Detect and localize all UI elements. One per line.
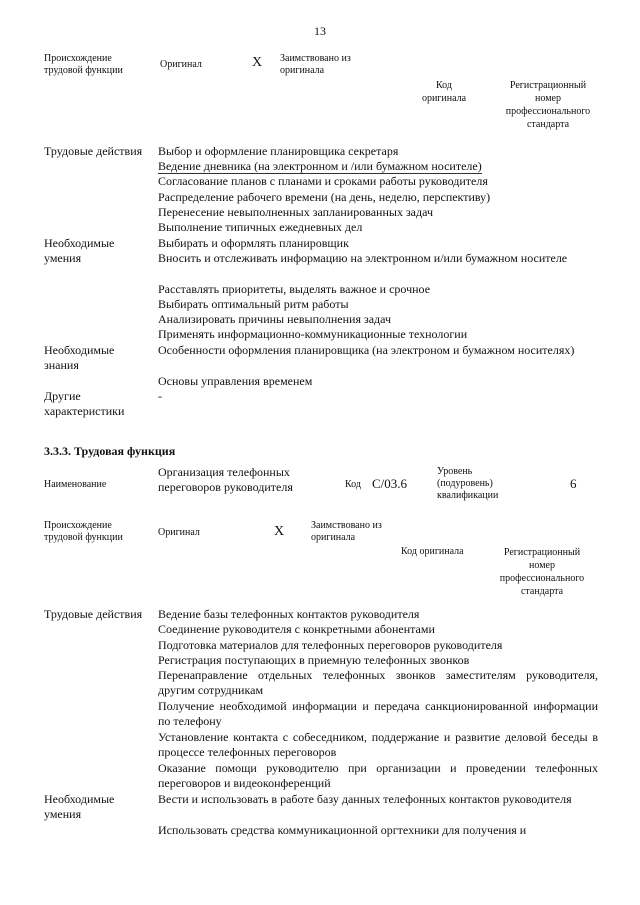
skill-item: Вносить и отслеживать информацию на электронном и/или бумажном носителе — [158, 251, 568, 265]
labor-action-item: Перенаправление отдельных телефонных звонков заместителям руководителя, другим сотрудникам — [158, 668, 598, 697]
labor-action-item: Перенесение невыполненных запланированных задач — [158, 205, 433, 219]
skills-label: Необходимые умения — [44, 236, 115, 265]
other-characteristics-value: - — [158, 389, 162, 403]
labor-actions-label: Трудовые действия — [44, 607, 143, 621]
origin-label: Происхождение трудовой функции — [44, 520, 123, 543]
original-mark: X — [274, 524, 285, 539]
labor-action-item: Подготовка материалов для телефонных переговоров руководителя — [158, 638, 503, 652]
origin-label: Происхождение трудовой функции — [44, 53, 123, 76]
labor-action-item: Соединение руководителя с конкретными абонентами — [158, 622, 435, 636]
registration-number-label: Регистрационный номер профессионального стандарта — [499, 547, 585, 597]
skill-item: Выбирать и оформлять планировщик — [158, 236, 349, 250]
name-label: Наименование — [44, 479, 107, 490]
knowledge-item: Основы управления временем — [158, 374, 313, 388]
knowledge-item: Особенности оформления планировщика (на электроном и бумажном носителях) — [158, 343, 575, 357]
original-mark: X — [252, 55, 263, 70]
code-value: C/03.6 — [372, 476, 408, 491]
qualification-level-value: 6 — [570, 476, 577, 491]
labor-action-item: Получение необходимой информации и передача санкционированной информации по телефону — [158, 699, 598, 728]
qualification-level-label: Уровень (подуровень) квалификации — [437, 466, 499, 501]
other-characteristics-label: Другие характеристики — [44, 389, 125, 418]
skill-item: Использовать средства коммуникационной оргтехники для получения и — [158, 823, 527, 837]
labor-action-item: Ведение базы телефонных контактов руководителя — [158, 607, 420, 621]
labor-action-item: Согласование планов с планами и сроками работы руководителя — [158, 174, 488, 188]
labor-action-item: Выбор и оформление планировщика секретаря — [158, 144, 399, 158]
skill-item: Выбирать оптимальный ритм работы — [158, 297, 349, 311]
code-original-label: Код оригинала — [421, 80, 467, 104]
original-label: Оригинал — [160, 59, 202, 70]
labor-action-item: Установление контакта с собеседником, поддержание и развитие деловой беседы в процессе телефонных переговоров — [158, 730, 598, 759]
labor-action-item: Распределение рабочего времени (на день, неделю, перспективу) — [158, 190, 491, 204]
skill-item: Анализировать причины невыполнения задач — [158, 312, 392, 326]
skill-item: Применять информационно-коммуникационные технологии — [158, 327, 468, 341]
registration-number-label: Регистрационный номер профессионального стандарта — [505, 80, 591, 130]
knowledge-label: Необходимые знания — [44, 343, 115, 372]
page-number: 13 — [314, 24, 326, 38]
skill-item: Расставлять приоритеты, выделять важное и срочное — [158, 282, 431, 296]
labor-action-item: Регистрация поступающих в приемную телефонных звонков — [158, 653, 470, 667]
skill-item: Вести и использовать в работе базу данных телефонных контактов руководителя — [158, 792, 572, 806]
labor-action-item: Ведение дневника (на электронном и /или бумажном носителе) — [158, 159, 482, 173]
function-name-value: Организация телефонных переговоров руководителя — [158, 465, 293, 494]
labor-action-item: Выполнение типичных ежедневных дел — [158, 220, 363, 234]
skills-label: Необходимые умения — [44, 792, 115, 821]
code-original-label: Код оригинала — [401, 546, 464, 557]
section-title: 3.3.3. Трудовая функция — [44, 444, 176, 458]
labor-actions-label: Трудовые действия — [44, 144, 143, 158]
borrowed-label: Заимствовано из оригинала — [280, 53, 351, 76]
code-label: Код — [345, 479, 361, 490]
labor-action-item: Оказание помощи руководителю при организации и проведении телефонных переговоров и видеоконференций — [158, 761, 598, 790]
borrowed-label: Заимствовано из оригинала — [311, 520, 382, 543]
original-label: Оригинал — [158, 527, 200, 538]
